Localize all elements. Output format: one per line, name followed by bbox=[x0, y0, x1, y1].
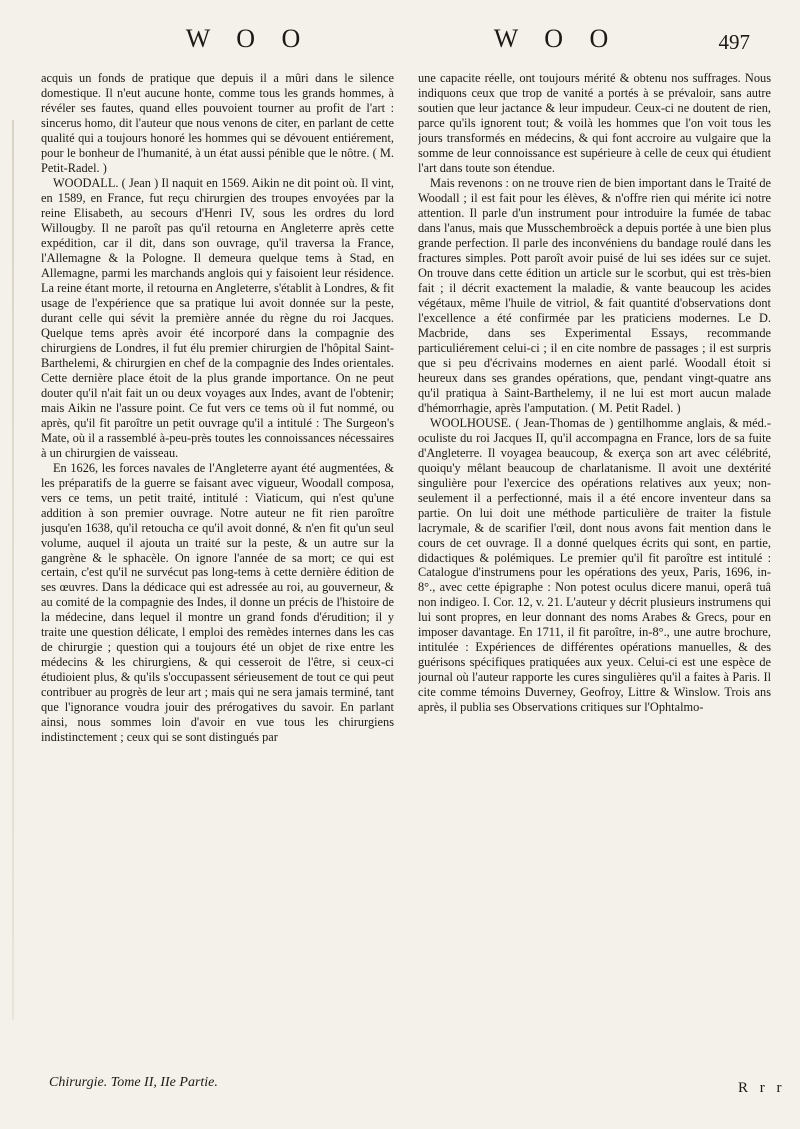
paragraph-woodall-treatise: Mais revenons : on ne trouve rien de bien important dans le Traité de Woodall ; il est fait pour les élèves, & n'offre rien qui mérite ici notre attention. Il parle d'un instrument pour introduire la fumée de tabac dans l'anus, mais que Musschembroëck a depuis portée à une bien plus grande perfection. Il parle des inconvéniens du bandage roulé dans les fractures simples. Pott paroît avoir puisé de lui ses idées sur ce sujet. On trouve dans cette édition un article sur le scorbut, qui est très-bien fait ; il décrit exactement la maladie, & vante beaucoup les acides végétaux, même l'huile de vitriol, & fait quantité d'observations dont l'excellence a été confirmée par les praticiens modernes. Le D. Macbride, dans ses Experimental Essays, recommande particuliérement celui-ci ; il en cite nombre de passages ; il est surpris que si peu d'écrivains modernes en aient parlé. Woodall étoit si heureux dans ses grandes opérations, que, pendant vingt-quatre ans qu'il pratiqua à Saint-Barthelemy, il ne lui est mort aucun malade d'hémorrhagie, après l'amputation. ( M. Petit Radel. ) bbox=[418, 175, 771, 415]
entry-woolhouse: WOOLHOUSE. ( Jean-Thomas de ) gentilhomme anglais, & méd.-oculiste du roi Jacques II, qu'il accompagna en France, lors de sa fuite d'Angleterre. Il voyagea beaucoup, & exerça son art avec célébrité, quoiqu'y mêlant beaucoup de charlatanisme. Il avoit une dextérité singulière pour l'exercice des opérations relatives aux yeux; non-seulement il a perfectionné, mais il a été encore inventeur dans sa partie. On lui doit une méthode particulière de traiter la fistule lacrymale, & de scarifier l'œil, dont nous avons fait mention dans le cours de cet ouvrage. Il a donné quelques écrits qui sont, en partie, didactiques & polémiques. Le premier qu'il fit paroître est intitulé : Catalogue d'instrumens pour les opérations des yeux, Paris, 1696, in-8°., avec cette épigraphe : Non potest oculus dicere manui, operâ tuâ non indigeo. I. Cor. 12, v. 21. L'auteur y décrit plusieurs instrumens qui lui sont propres, en leur donnant des noms Arabes & Grecs, pour en imposer davantage. En 1711, il fit paroître, in-8°., une autre brochure, intitulée : Expériences de différentes opérations manuelles, & des guérisons spécifiques pratiquées aux yeux. Celui-ci est une espèce de journal où l'auteur rapporte les cures singulières qu'il a faites à Paris. Il cite comme témoins Duverney, Geofroy, Littre & Winslow. Trois ans après, il publia ses Observations critiques sur l'Ophtalmo- bbox=[418, 415, 771, 715]
paragraph-continuation-right: une capacite réelle, ont toujours mérité & obtenu nos suffrages. Nous indiquons ceux que trop de vanité a portés à se prévaloir, sans autre soutien que leur jactance & leur impudeur. Ceux-ci ne doutent de rien, parce qu'ils ignorent tout; & voilà les hommes que l'on voit tous les jours transformés en médecins, & qui font accroire au vulgaire que la somme de leur connoissance est supérieure à celle de ceux qui étudient l'art dans toute son étendue. bbox=[418, 71, 771, 175]
paragraph-continuation: acquis un fonds de pratique que depuis il a mûri dans le silence domestique. Il n'eut aucune honte, comme tous les grands hommes, à révéler ses fautes, quand elles pouvoient tourner au profit de l'art : sincerus homo, dit l'auteur que nous venons de citer, en parlant de cette qualité qui a toujours honoré les hommes qui se dévouent entiérement, pour le bonheur de l'humanité, à un état aussi pénible que le nôtre. ( M. Petit-Radel. ) bbox=[41, 71, 394, 175]
page-number: 497 bbox=[718, 30, 750, 54]
page-edge-shadow bbox=[12, 120, 14, 1020]
paragraph-woodall-works: En 1626, les forces navales de l'Angleterre ayant été augmentées, & les préparatifs de la guerre se faisant avec vigueur, Woodall composa, vers ce tems, un petit traité, intitulé : Viaticum, qui n'est qu'une addition à son premier ouvrage. Notre auteur ne fit rien paroître jusqu'en 1638, qu'il retoucha ce qu'il avoit donné, & n'en fit qu'un seul volume, auquel il ajouta un traité sur la peste, & un autre sur la gangrène & le sphacèle. On ignore l'année de sa mort; ce qui est certain, c'est qu'il ne survécut pas long-tems à cette dernière édition de ses œuvres. Dans la dédicace qui est adressée au roi, au gouverneur, & au comité de la compagnie des Indes, il donne un précis de l'histoire de la médecine, dans lequel il montre un grand fonds d'érudition; il y traite une question délicate, l emploi des remèdes internes dans les cas de chirurgie ; question qui a toujours été un objet de rixe entre les médecins & les chirurgiens, & qui cesseroit de l'être, si ceux-ci étudioient plus, & qu'ils s'occupassent sérieusement de tout ce qui peut contribuer au progrès de leur art ; mais qui ne sera jamais terminé, tant que l'ignorance voudra jouir des prérogatives du savoir. En parlant ainsi, nous sommes loin d'avoir en vue tous les chirurgiens indistinctement ; ceux qui se sont distingués par bbox=[41, 460, 394, 745]
signature-mark: R r r bbox=[738, 1080, 786, 1096]
running-head bbox=[0, 16, 800, 64]
running-head-right: W O O bbox=[493, 24, 619, 53]
entry-woodall: WOODALL. ( Jean ) Il naquit en 1569. Aikin ne dit point où. Il vint, en 1589, en France, fut reçu chirurgien des troupes envoyées par la reine Elisabeth, au secours d'Henri IV, sous les ordres du lord Willougby. Il ne paroît pas qu'il retourna en Angleterre après cette expédition, car il dit, dans son ouvrage, qu'il traversa la France, l'Allemagne & la Pologne. Il demeura quelque tems à Stad, en Allemagne, parmi les marchands anglois qui y faisoient leur résidence. La reine étant morte, il retourna en Angleterre, s'établit à Londres, & fit usage de l'expérience que sa pratique lui avoit donnée sur la peste, durant celle qui sévit la première année du règne du roi Jacques. Quelque tems après avoir été incorporé dans la compagnie des chirurgiens de Londres, il fut élu premier chirurgien de l'hôpital Saint-Barthelemi, & chirurgien en chef de la compagnie des Indes orientales. Cette dernière place étoit de la plus grande importance. On ne peut douter qu'il n'ait fait un ou deux voyages aux Indes, avant de l'obtenir; mais Aikin ne l'assure point. Ce fut vers ce tems où il fut nommé, ou après, qu'il fit paroître un petit ouvrage qu'il a intitulé : The Surgeon's Mate, où il a rassemblé à-peu-près toutes les connoissances nécessaires à un chirurgien de vaisseau. bbox=[41, 175, 394, 460]
running-head-left: W O O bbox=[185, 24, 311, 53]
left-column bbox=[41, 71, 394, 1111]
right-column bbox=[418, 71, 771, 1111]
volume-footer: Chirurgie. Tome II, IIe Partie. bbox=[49, 1075, 218, 1090]
